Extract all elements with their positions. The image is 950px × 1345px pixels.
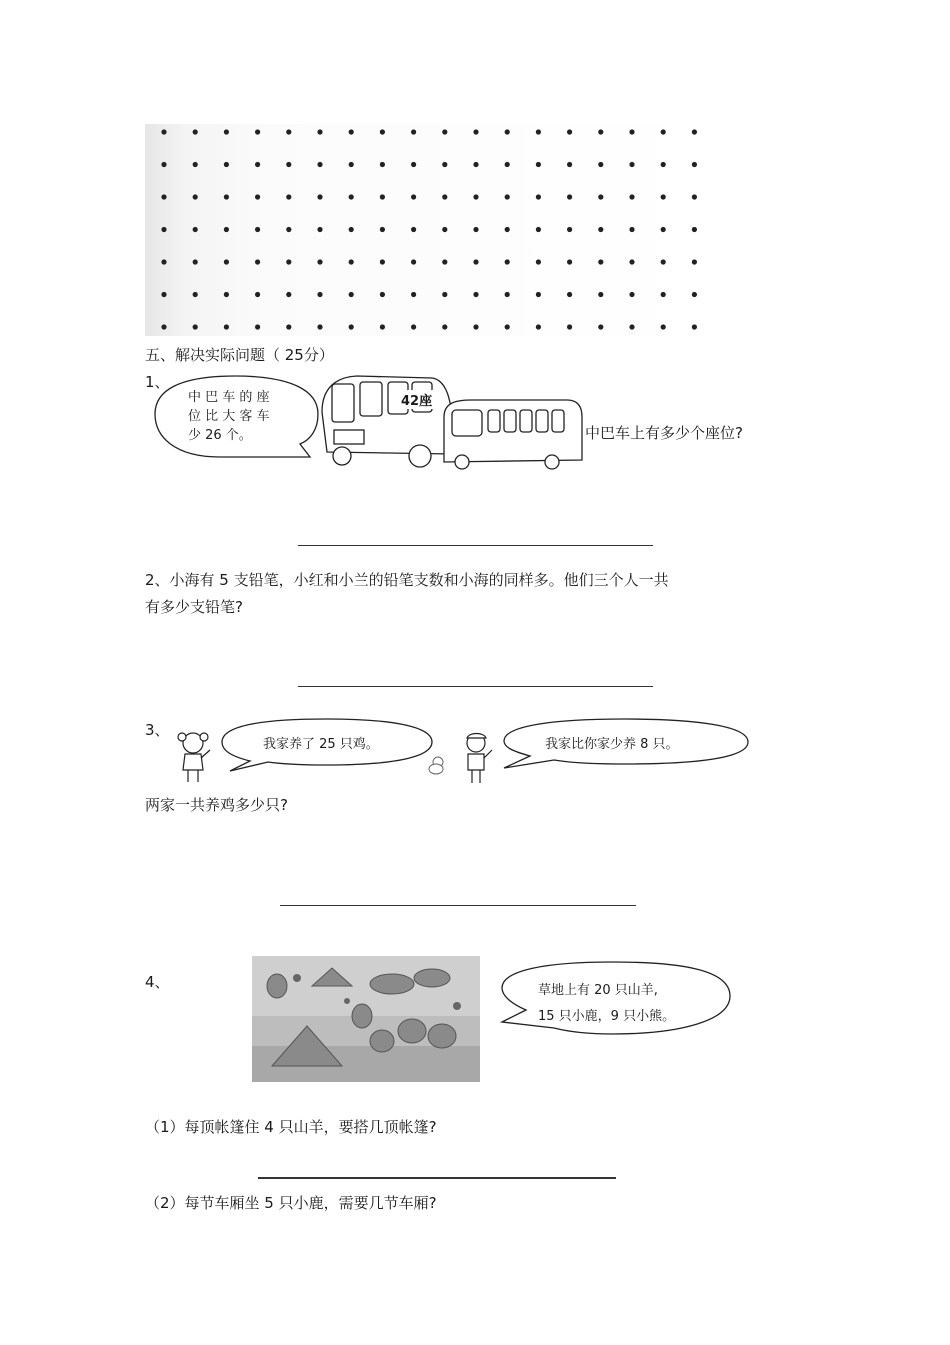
- grid-dot: [193, 324, 198, 329]
- grid-dot: [286, 292, 291, 297]
- q1-bubble-line2: 位 比 大 客 车: [188, 409, 270, 424]
- grid-dot: [349, 324, 354, 329]
- grid-dot: [692, 227, 697, 232]
- grid-dot: [161, 162, 166, 167]
- grid-dot: [629, 324, 634, 329]
- grid-dot: [598, 162, 603, 167]
- grid-dot: [317, 227, 322, 232]
- grid-dot: [161, 259, 166, 264]
- grid-dot: [411, 324, 416, 329]
- grid-dot: [193, 227, 198, 232]
- q3-number: 3、: [145, 721, 170, 739]
- grid-dot: [317, 162, 322, 167]
- grid-dot: [286, 194, 291, 199]
- grid-dot: [692, 129, 697, 134]
- grid-dot: [505, 129, 510, 134]
- grid-dot: [161, 194, 166, 199]
- grid-dot: [317, 292, 322, 297]
- grid-dot: [661, 259, 666, 264]
- grid-dot: [380, 324, 385, 329]
- grid-dot: [380, 259, 385, 264]
- grid-dot: [161, 129, 166, 134]
- bus-illustration: [312, 372, 587, 472]
- grid-dot: [442, 129, 447, 134]
- grid-dot: [567, 162, 572, 167]
- q4-number: 4、: [145, 973, 170, 991]
- q3-boy-says: 我家比你家少养 8 只。: [545, 737, 679, 752]
- grid-dot: [473, 129, 478, 134]
- q4-bubble-line2: 15 只小鹿，9 只小熊。: [538, 1009, 676, 1024]
- grid-dot: [505, 194, 510, 199]
- grid-dot: [224, 162, 229, 167]
- grid-dot: [286, 227, 291, 232]
- q1-answer-line: [298, 545, 653, 546]
- grid-dot: [286, 129, 291, 134]
- grid-dot: [442, 324, 447, 329]
- grid-dot: [411, 259, 416, 264]
- grid-dot: [473, 259, 478, 264]
- grid-dot: [255, 324, 260, 329]
- grid-dot: [255, 259, 260, 264]
- grid-dot: [629, 227, 634, 232]
- q4-sub1: （1）每顶帐篷住 4 只山羊，要搭几顶帐篷?: [145, 1118, 437, 1136]
- grid-dot: [224, 227, 229, 232]
- grid-dot: [317, 324, 322, 329]
- dot-grid-panel: [145, 124, 705, 336]
- grid-dot: [193, 259, 198, 264]
- grid-dot: [629, 194, 634, 199]
- grid-dot: [349, 162, 354, 167]
- grid-dot: [255, 292, 260, 297]
- chick-icon: [426, 755, 446, 777]
- grid-dot: [567, 194, 572, 199]
- dot-grid: [145, 124, 705, 336]
- grid-dot: [380, 194, 385, 199]
- grid-dot: [598, 129, 603, 134]
- grid-dot: [505, 162, 510, 167]
- grid-dot: [567, 129, 572, 134]
- q1-bubble-line3: 少 26 个。: [188, 428, 252, 443]
- q4-sub2: （2）每节车厢坐 5 只小鹿，需要几节车厢?: [145, 1194, 437, 1212]
- grid-dot: [536, 259, 541, 264]
- grid-dot: [193, 129, 198, 134]
- grid-dot: [692, 292, 697, 297]
- grid-dot: [692, 259, 697, 264]
- grid-dot: [661, 227, 666, 232]
- grid-dot: [536, 194, 541, 199]
- grid-dot: [380, 162, 385, 167]
- grid-dot: [349, 259, 354, 264]
- grid-dot: [629, 162, 634, 167]
- grid-dot: [349, 194, 354, 199]
- grid-dot: [692, 194, 697, 199]
- grid-dot: [567, 227, 572, 232]
- grid-dot: [411, 194, 416, 199]
- grid-dot: [224, 129, 229, 134]
- grid-dot: [629, 129, 634, 134]
- grid-dot: [286, 162, 291, 167]
- grid-dot: [567, 292, 572, 297]
- grid-dot: [255, 227, 260, 232]
- grid-dot: [567, 324, 572, 329]
- grid-dot: [442, 292, 447, 297]
- grid-dot: [473, 162, 478, 167]
- small-bus-icon: [444, 400, 582, 469]
- grid-dot: [536, 162, 541, 167]
- q1-question: 中巴车上有多少个座位?: [585, 424, 743, 442]
- grid-dot: [598, 324, 603, 329]
- grid-dot: [536, 292, 541, 297]
- grid-dot: [442, 259, 447, 264]
- grid-dot: [193, 194, 198, 199]
- grid-dot: [629, 259, 634, 264]
- grid-dot: [193, 162, 198, 167]
- grid-dot: [317, 129, 322, 134]
- grid-dot: [161, 324, 166, 329]
- grid-dot: [161, 292, 166, 297]
- q2-line2: 有多少支铅笔?: [145, 598, 243, 616]
- grid-dot: [193, 292, 198, 297]
- q2-answer-line: [298, 686, 653, 687]
- grid-dot: [224, 292, 229, 297]
- grid-dot: [692, 162, 697, 167]
- grid-dot: [224, 194, 229, 199]
- grid-dot: [442, 227, 447, 232]
- grid-dot: [473, 324, 478, 329]
- grid-dot: [317, 259, 322, 264]
- grid-dot: [598, 292, 603, 297]
- grid-dot: [473, 227, 478, 232]
- grid-dot: [442, 162, 447, 167]
- grid-dot: [692, 324, 697, 329]
- grid-dot: [442, 194, 447, 199]
- grid-dot: [661, 194, 666, 199]
- grid-dot: [411, 162, 416, 167]
- grid-dot: [411, 292, 416, 297]
- q1-bubble-line1: 中 巴 车 的 座: [188, 390, 270, 405]
- grid-dot: [349, 227, 354, 232]
- grid-dot: [505, 324, 510, 329]
- campsite-picture: [252, 956, 480, 1082]
- grid-dot: [567, 259, 572, 264]
- grid-dot: [661, 162, 666, 167]
- grid-dot: [161, 227, 166, 232]
- grid-dot: [224, 259, 229, 264]
- grid-dot: [286, 259, 291, 264]
- grid-dot: [536, 324, 541, 329]
- q4-sub1-answer-line: [258, 1177, 616, 1179]
- grid-dot: [380, 129, 385, 134]
- grid-dot: [286, 324, 291, 329]
- q3-answer-line: [280, 905, 636, 906]
- grid-dot: [661, 292, 666, 297]
- q2-line1: 2、小海有 5 支铅笔，小红和小兰的铅笔支数和小海的同样多。他们三个人一共: [145, 571, 669, 589]
- grid-dot: [411, 227, 416, 232]
- grid-dot: [317, 194, 322, 199]
- grid-dot: [536, 227, 541, 232]
- section-heading: 五、解决实际问题（ 25分）: [145, 346, 334, 364]
- q3-question: 两家一共养鸡多少只?: [145, 796, 288, 814]
- grid-dot: [536, 129, 541, 134]
- grid-dot: [255, 162, 260, 167]
- grid-dot: [598, 227, 603, 232]
- grid-dot: [224, 324, 229, 329]
- grid-dot: [380, 292, 385, 297]
- grid-dot: [505, 227, 510, 232]
- grid-dot: [349, 129, 354, 134]
- grid-dot: [598, 194, 603, 199]
- q3-girl-says: 我家养了 25 只鸡。: [263, 737, 379, 752]
- grid-dot: [411, 129, 416, 134]
- grid-dot: [380, 227, 385, 232]
- grid-dot: [473, 292, 478, 297]
- grid-dot: [255, 194, 260, 199]
- grid-dot: [505, 259, 510, 264]
- bus-seats-label: 42座: [400, 390, 433, 409]
- grid-dot: [661, 324, 666, 329]
- grid-dot: [661, 129, 666, 134]
- q4-bubble-line1: 草地上有 20 只山羊,: [538, 983, 658, 998]
- grid-dot: [349, 292, 354, 297]
- grid-dot: [473, 194, 478, 199]
- grid-dot: [598, 259, 603, 264]
- q1-number: 1、: [145, 373, 170, 391]
- q4-speech-bubble: [492, 958, 737, 1040]
- grid-dot: [505, 292, 510, 297]
- grid-dot: [255, 129, 260, 134]
- grid-dot: [629, 292, 634, 297]
